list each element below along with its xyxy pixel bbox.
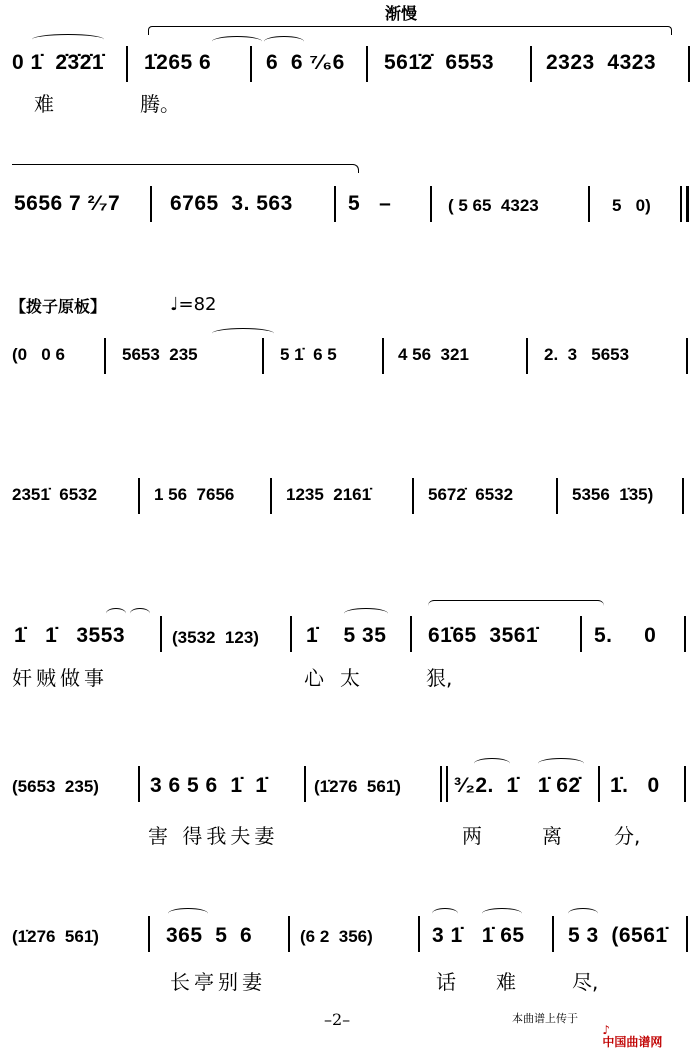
measure-5: 2. 3 5653 <box>544 345 630 364</box>
barline <box>262 338 264 374</box>
barline <box>580 616 582 652</box>
barline <box>552 916 554 952</box>
tie-mark <box>474 758 510 769</box>
lyric: 分, <box>614 824 641 848</box>
barline <box>530 46 532 82</box>
measure-1: (5653 235) <box>12 777 99 796</box>
measure-1: 1̇ 1̇ 3553 <box>14 624 126 647</box>
tempo-marking: ♩=82 <box>170 294 217 315</box>
lyric: 奸贼做事 <box>12 666 108 690</box>
barline <box>526 338 528 374</box>
measure-2: 5653 235 <box>122 345 198 364</box>
barline <box>412 478 414 514</box>
tie-mark <box>32 34 104 45</box>
phrase-slur <box>148 26 672 35</box>
barline <box>304 766 306 802</box>
measure-3: (1̇276 561̇) <box>314 777 401 796</box>
tempo-mark-jianman: 渐慢 <box>385 4 418 23</box>
measure-1: (1̇276 561̇) <box>12 927 99 946</box>
measure-4: ( 5 65 4323 <box>448 196 539 215</box>
tie-mark <box>428 600 604 609</box>
barline <box>290 616 292 652</box>
measure-4: 3 1̇ 1̇ 65 <box>432 924 525 947</box>
tie-mark <box>344 608 388 619</box>
barline <box>382 338 384 374</box>
measure-3: 6 6 ⁷⁄₆6 <box>266 51 345 74</box>
measure-4: ³⁄₂2. 1̇ 1̇ 62̇ <box>454 774 581 797</box>
lyric: 害 得我夫妻 <box>148 824 279 848</box>
tie-mark <box>432 908 458 919</box>
measure-3: 5 1̇ 6 5 <box>280 345 337 364</box>
barline <box>334 186 336 222</box>
barline <box>418 916 420 952</box>
page-number: –2– <box>324 1010 351 1029</box>
lyric: 腾。 <box>140 92 180 116</box>
barline <box>148 916 150 952</box>
barline <box>288 916 290 952</box>
measure-3: 5 – <box>348 192 392 215</box>
tie-mark <box>568 908 598 919</box>
barline <box>556 478 558 514</box>
phrase-slur <box>12 164 359 173</box>
measure-3: 1̇ 5 35 <box>306 624 387 647</box>
lyric: 难 <box>496 970 516 994</box>
measure-4: 5672̇ 6532 <box>428 485 514 504</box>
barline <box>686 338 688 374</box>
lyric: 离 <box>542 824 562 848</box>
barline <box>150 186 152 222</box>
tie-mark <box>482 908 522 919</box>
barline <box>446 766 448 802</box>
watermark-logo <box>594 1012 662 1048</box>
measure-5: 5 0) <box>612 196 651 215</box>
tie-mark <box>212 328 274 339</box>
measure-2: 1 56 7656 <box>154 485 235 504</box>
watermark-logo-text: 中国曲谱网 <box>602 1035 663 1049</box>
barline <box>440 766 442 802</box>
barline <box>366 46 368 82</box>
barline <box>160 616 162 652</box>
measure-2: 365 5 6 <box>166 924 253 947</box>
barline <box>126 46 128 82</box>
barline <box>598 766 600 802</box>
barline <box>684 766 686 802</box>
barline <box>682 478 684 514</box>
measure-2: 6765 3. 563 <box>170 192 293 215</box>
measure-4: 61̇65 3561̇ <box>428 624 539 647</box>
double-barline <box>686 186 689 222</box>
barline <box>684 616 686 652</box>
barline <box>680 186 682 222</box>
measure-5: 5. 0 <box>594 624 657 647</box>
tie-mark <box>538 758 584 769</box>
measure-1: 5656 7 ²⁄₇7 <box>14 192 121 215</box>
measure-5: 2323 4323 <box>546 51 657 74</box>
measure-1: 0 1̇ 2̇3̇2̇1̇ <box>12 51 105 74</box>
measure-5: 5 3 (6561̇ <box>568 924 668 947</box>
lyric: 难 <box>34 92 54 116</box>
measure-2: 1̇265 6 <box>144 51 212 74</box>
measure-4: 561̇2̇ 6553 <box>384 51 495 74</box>
barline <box>138 478 140 514</box>
barline <box>686 916 688 952</box>
tie-mark <box>168 908 208 919</box>
barline <box>588 186 590 222</box>
tie-mark <box>106 608 126 619</box>
lyric: 两 <box>462 824 482 848</box>
measure-3: 1235 2161̇ <box>286 485 372 504</box>
measure-5: 5356 1̇35) <box>572 485 654 504</box>
measure-2: 3 6 5 6 1̇ 1̇ <box>150 774 268 797</box>
measure-4: 4 56 321 <box>398 345 469 364</box>
barline <box>138 766 140 802</box>
measure-5: 1̇. 0 <box>610 774 660 797</box>
lyric: 心太 <box>304 666 376 690</box>
measure-1: (0 0 6 <box>12 345 65 364</box>
barline <box>410 616 412 652</box>
barline <box>250 46 252 82</box>
watermark-text: 本曲谱上传于 <box>512 1013 578 1025</box>
section-label: 【拨子原板】 <box>10 297 107 316</box>
measure-3: (6 2 356) <box>300 927 373 946</box>
measure-2: (3532 123) <box>172 628 259 647</box>
tie-mark <box>212 36 262 47</box>
lyric: 话 <box>436 970 456 994</box>
music-note-icon: ♪ <box>602 1023 611 1037</box>
lyric: 狠, <box>426 666 453 690</box>
measure-1: 2351̇ 6532 <box>12 485 98 504</box>
tie-mark <box>130 608 150 619</box>
barline <box>688 46 690 82</box>
lyric: 尽, <box>572 970 599 994</box>
barline <box>270 478 272 514</box>
tie-mark <box>264 36 304 47</box>
lyric: 长亭别妻 <box>170 970 266 994</box>
barline <box>104 338 106 374</box>
barline <box>430 186 432 222</box>
